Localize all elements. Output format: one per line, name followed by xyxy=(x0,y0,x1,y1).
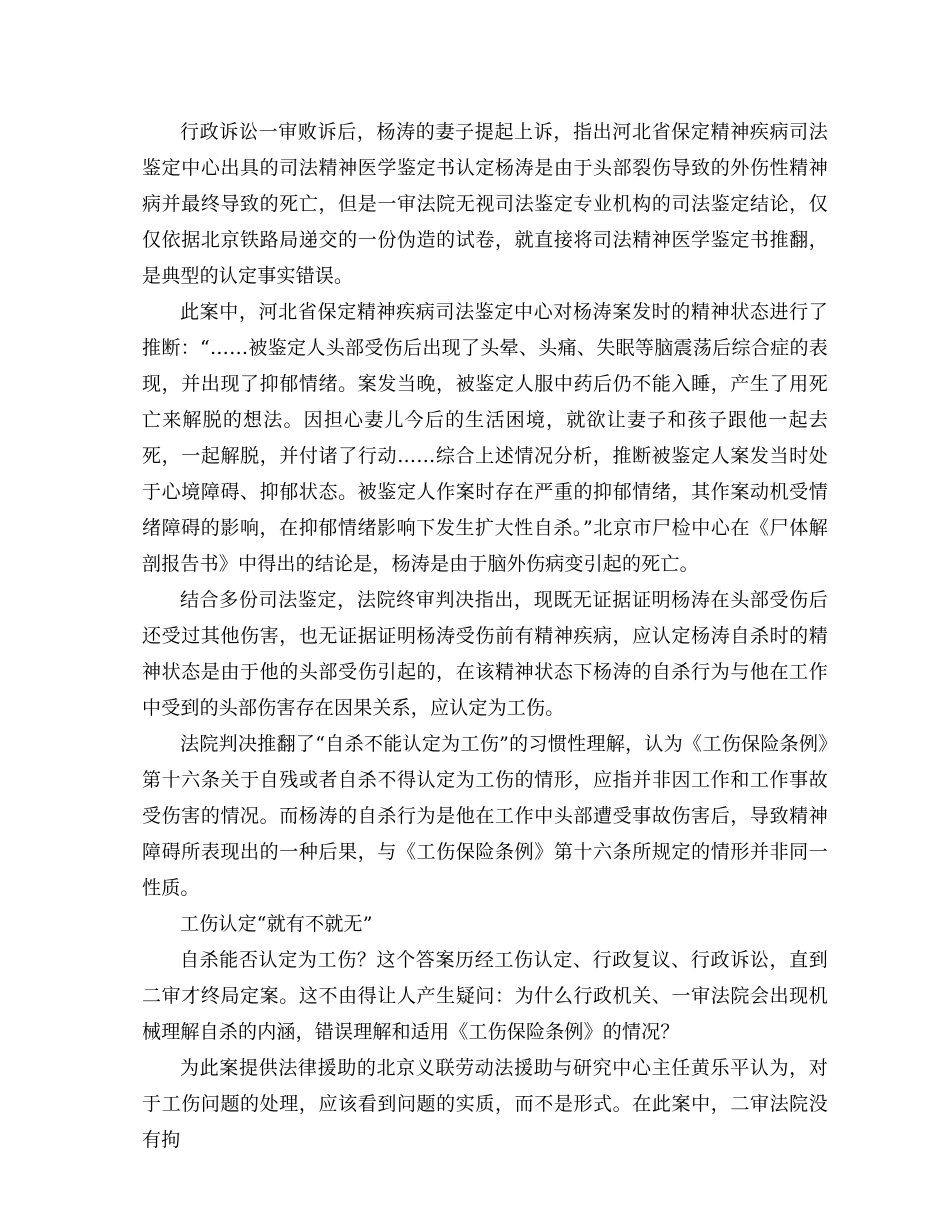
section-heading: 工伤认定“就有不就无” xyxy=(180,913,373,935)
paragraph-question: 自杀能否认定为工伤？这个答案历经工伤认定、行政复议、行政诉讼，直到二审才终局定案。这不由得让人产生疑问：为什么行政机关、一审法院会出现机械理解自杀的内涵，错误理解和适用《工伤保险条例》的情况？ xyxy=(142,949,828,1043)
paragraph-appeal: 行政诉讼一审败诉后，杨涛的妻子提起上诉，指出河北省保定精神疾病司法鉴定中心出具的司法精神医学鉴定书认定杨涛是由于头部裂伤导致的外伤性精神病并最终导致的死亡，但是一审法院无视司法鉴定专业机构的司法鉴定结论，仅仅依据北京铁路局递交的一份伪造的试卷，就直接将司法精神医学鉴定书推翻，是典型的认定事实错误。 xyxy=(142,121,828,287)
paragraph-expert-opinion: 为此案提供法律援助的北京义联劳动法援助与研究中心主任黄乐平认为，对于工伤问题的处理，应该看到问题的实质，而不是形式。在此案中，二审法院没有拘 xyxy=(142,1057,828,1151)
paragraph-overturned-understanding: 法院判决推翻了“自杀不能认定为工伤”的习惯性理解，认为《工伤保险条例》第十六条关于自残或者自杀不得认定为工伤的情形，应指并非因工作和工作事故受伤害的情况。而杨涛的自杀行为是他在工作中头部遭受事故伤害后，导致精神障碍所表现出的一种后果，与《工伤保险条例》第十六条所规定的情形并非同一性质。 xyxy=(142,733,828,899)
article-body xyxy=(142,114,828,1158)
paragraph-forensic-assessment: 此案中，河北省保定精神疾病司法鉴定中心对杨涛案发时的精神状态进行了推断：“……被鉴定人头部受伤后出现了头晕、头痛、失眠等脑震荡后综合症的表现，并出现了抑郁情绪。案发当晚，被鉴定人服中药后仍不能入睡，产生了用死亡来解脱的想法。因担心妻儿今后的生活困境，就欲让妻子和孩子跟他一起去死，一起解脱，并付诸了行动……综合上述情况分析，推断被鉴定人案发当时处于心境障碍、抑郁状态。被鉴定人作案时存在严重的抑郁情绪，其作案动机受情绪障碍的影响，在抑郁情绪影响下发生扩大性自杀。”北京市尸检中心在《尸体解剖报告书》中得出的结论是，杨涛是由于脑外伤病变引起的死亡。 xyxy=(142,301,828,575)
paragraph-final-judgment: 结合多份司法鉴定，法院终审判决指出，现既无证据证明杨涛在头部受伤后还受过其他伤害，也无证据证明杨涛受伤前有精神疾病，应认定杨涛自杀时的精神状态是由于他的头部受伤引起的，在该精神状态下杨涛的自杀行为与他在工作中受到的头部伤害存在因果关系，应认定为工伤。 xyxy=(142,589,828,719)
